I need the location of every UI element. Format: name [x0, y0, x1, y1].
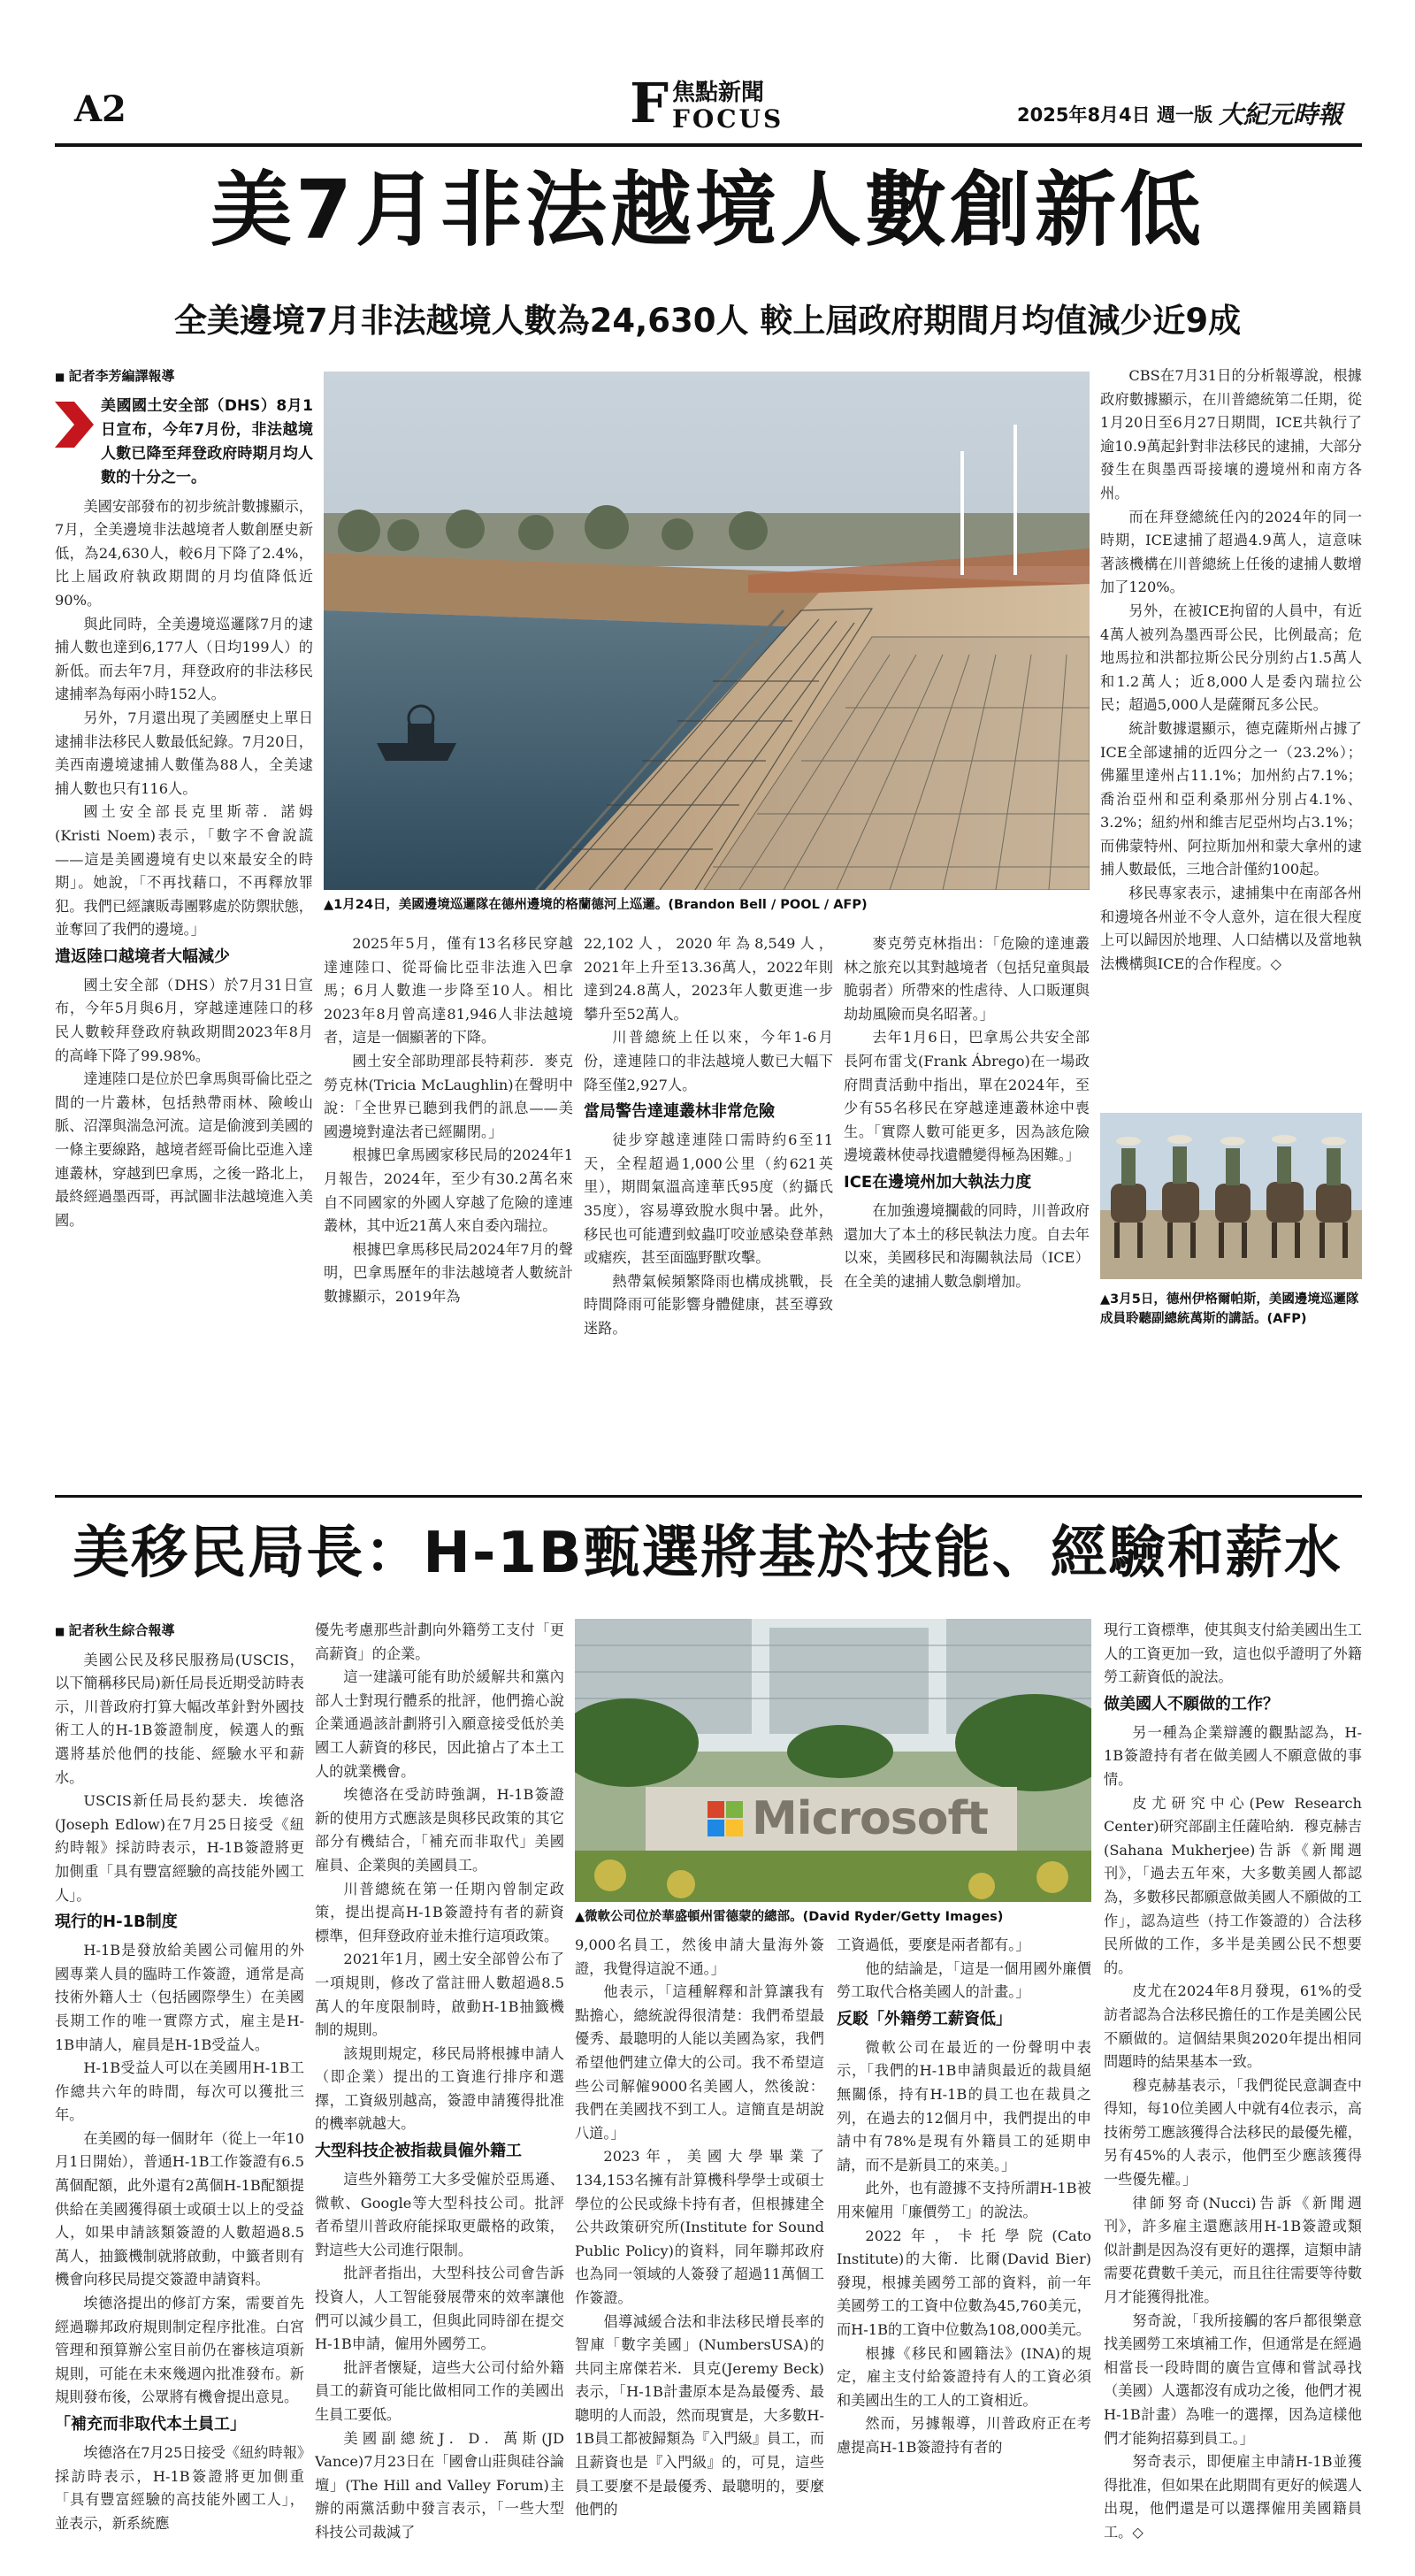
article-paragraph: 努奇說，「我所接觸的客戶都很樂意找美國勞工來填補工作，但通常是在經過相當長一段時間的廣告宣傳和嘗試尋找（美國）人選都沒有成功之後，他們才視H-1B計畫）為唯一的選擇，因為這樣他們才能夠招募到員工。」	[1104, 2312, 1362, 2447]
border-photo-illustration	[324, 372, 1090, 890]
article-paragraph: 川普總統在第一任期內曾制定政策，提出提高H-1B簽證持有者的薪資標準，但拜登政府並未推行這項政策。	[315, 1880, 564, 1944]
article-paragraph: 2022年，卡托學院(Cato Institute)的大衛．比爾(David Bier)發現，根據美國勞工部的資料，前一年美國勞工的工資中位數為45,760美元，而H-1B的工資中位數為108,000美元。	[837, 2227, 1091, 2338]
article-paragraph: USCIS新任局長約瑟夫．埃德洛(Joseph Edlow)在7月25日接受《紐約時報》採訪時表示，H-1B簽證將更加側重「具有豐富經驗的高技能外國工人」。	[55, 1792, 304, 1904]
article-paragraph: 另外，7月還出現了美國歷史上單日逮捕非法移民人數最低紀錄。7月20日，美西南邊境逮捕人數僅為88人，全美逮捕人數也只有116人。	[55, 709, 313, 797]
article-paragraph: 他表示，「這種解釋和計算讓我有點擔心，總統說得很清楚：我們希望最優秀、最聰明的人能以美國為家，我們希望他們建立偉大的公司。我不希望這些公司解僱9000名美國人，然後說：我們在美國找不到工人。這簡直是胡說八道。」	[575, 1983, 824, 2142]
article-paragraph: 2023年，美國大學畢業了134,153名擁有計算機科學學士或碩士學位的公民或綠卡持有者，但根據建全公共政策研究所(Institute for Sound Public Policy)的資料，同年聯邦政府也為同一領域的人簽發了超過11萬個工作簽證。	[575, 2148, 824, 2306]
article-paragraph: 國土安全部（DHS）於7月31日宣布，今年5月與6月，穿越達連陸口的移民人數較拜登政府執政期間2023年8月的高峰下降了99.98%。	[55, 976, 313, 1064]
story1-column-3	[584, 932, 833, 1488]
article-paragraph: 達連陸口是位於巴拿馬與哥倫比亞之間的一片叢林，包括熱帶雨林、險峻山脈、沼澤與湍急河流。這是偷渡到美國的一條主要線路，越境者經哥倫比亞進入達連叢林，穿越到巴拿馬，之後一路北上，最終經過墨西哥，再試圖非法越境進入美國。	[55, 1070, 313, 1229]
article-paragraph: 他的結論是，「這是一個用國外廉價勞工取代合格美國人的計畫。」	[837, 1959, 1091, 2001]
story1-col4-body	[844, 932, 1090, 1293]
article-paragraph: 去年1月6日，巴拿馬公共安全部長阿布雷戈(Frank Ábrego)在一場政府問責活動中指出，單在2024年，至少有55名移民在穿越達連叢林途中喪生。「實際人數可能更多，因為該危險邊境叢林使尋找遺體變得極為困難。」	[844, 1029, 1090, 1164]
vance-photo-caption: ▲3月5日，德州伊格爾帕斯，美國邊境巡邏隊成員聆聽副總統萬斯的講話。(AFP)	[1100, 1292, 1359, 1326]
article-paragraph: 皮尤在2024年8月發現，61%的受訪者認為合法移民擔任的工作是美國公民不願做的。這個結果與2020年提出相同問題時的結果基本一致。	[1104, 1982, 1362, 2071]
article-paragraph: 現行工資標準，使其與支付給美國出生工人的工資更加一致，這也似乎證明了外籍勞工薪資低的說法。	[1104, 1622, 1362, 1686]
lead-arrow-icon	[55, 402, 94, 448]
article-paragraph: 2025年5月，僅有13名移民穿越達連陸口、從哥倫比亞非法進入巴拿馬；6月人數進一步降至10人。相比2023年8月曾高達81,946人非法越境者，這是一個顯著的下降。	[324, 935, 573, 1046]
microsoft-photo-caption: ▲微軟公司位於華盛頓州雷德蒙的總部。(David Ryder/Getty Images)	[575, 1910, 1004, 1924]
article-paragraph: 批評者懷疑，這些大公司付給外籍員工的薪資可能比做相同工作的美國出生員工要低。	[315, 2358, 564, 2423]
story1-lead: 美國國土安全部（DHS）8月1日宣布，今年7月份，非法越境人數已降至拜登政府時期月均人數的十分之一。	[101, 396, 313, 487]
story1-col1-body	[55, 495, 313, 1233]
article-paragraph: 埃德洛在7月25日接受《紐約時報》採訪時表示，H-1B簽證將更加側重「具有豐富經驗的高技能外國工人」，並表示，新系統應	[55, 2444, 304, 2532]
section-title-en: FOCUS	[672, 104, 784, 134]
article-paragraph: 2021年1月，國土安全部曾公布了一項規則，修改了當註冊人數超過8.5萬人的年度限制時，啟動H-1B抽籤機制的規則。	[315, 1951, 564, 2039]
section-heading: 現行的H-1B制度	[55, 1913, 178, 1932]
article-paragraph: H-1B是發放給美國公司僱用的外國專業人員的臨時工作簽證，通常是高技術外籍人士（包括國際學生）在美國長期工作的唯一實際方式，雇主是H-1B申請人，雇員是H-1B受益人。	[55, 1942, 304, 2053]
article-paragraph: 麥克勞克林指出：「危險的達連叢林之旅充以其對越境者（包括兒童與最脆弱者）所帶來的性虐待、人口販運與劫劫風險而臭名昭著。」	[844, 935, 1090, 1023]
microsoft-sign-illustration	[575, 1619, 1091, 1902]
article-paragraph: 國土安全部助理部長特莉莎．麥克勞克林(Tricia McLaughlin)在聲明中說：「全世界已聽到我們的訊息——美國邊境對違法者已經關閉。」	[324, 1052, 573, 1140]
microsoft-hq-photo	[575, 1619, 1091, 1902]
article-paragraph: 美國副總統J．D．萬斯(JD Vance)7月23日在「國會山莊與硅谷論壇」(The Hill and Valley Forum)主辦的兩黨活動中發言表示，「一些大型科技公司裁減了	[315, 2429, 564, 2541]
article-paragraph: 努奇表示，即便雇主申請H-1B並獲得批准，但如果在此期間有更好的候選人出現，他們還是可以選擇僱用美國籍員工。◇	[1104, 2453, 1362, 2541]
article-paragraph: 埃德洛提出的修訂方案，需要首先經過聯邦政府規則制定程序批准。白宮管理和預算辦公室目前仍在審核這項新規則，可能在未來幾週內批准發布。新規則發布後，公眾將有機會提出意見。	[55, 2295, 304, 2406]
masthead-rule	[55, 143, 1362, 147]
story1-headline: 美7月非法越境人數創新低	[210, 163, 1205, 257]
story2-col5-body	[1104, 1619, 1362, 2545]
story2-col2-body	[315, 1619, 564, 2545]
story2-col4-body	[837, 1934, 1091, 2459]
vance-border-photo	[1100, 1113, 1362, 1279]
story2-column-4	[837, 1934, 1091, 2557]
microsoft-sign-text: Microsoft	[752, 1792, 988, 1845]
story2-column-1	[55, 1619, 304, 2557]
article-paragraph: 9,000名員工，然後申請大量海外簽證，我覺得這說不通。」	[575, 1936, 824, 1977]
article-paragraph: H-1B受益人可以在美國用H-1B工作總共六年的時間，每次可以獲批三年。	[55, 2059, 304, 2124]
story2-column-3	[575, 1934, 824, 2557]
section-heading: ICE在邊境州加大執法力度	[844, 1172, 1032, 1192]
issue-date: 2025年8月4日 週一版	[1017, 104, 1212, 126]
article-paragraph: 而在拜登總統任內的2024年的同一時期，ICE逮捕了超過4.9萬人，這意味著該機構在川普總統上任後的逮捕人數增加了120%。	[1100, 508, 1362, 596]
section-logo-letter: F	[630, 71, 669, 135]
article-paragraph: 這一建議可能有助於緩解共和黨內部人士對現行體系的批評，他們擔心說企業通過該計劃將引入願意接受低於美國工人薪資的移民，因此搶占了本土工人的就業機會。	[315, 1668, 564, 1780]
logo-square-blue	[708, 1820, 724, 1836]
article-paragraph: 熱帶氣候頻繁降雨也構成挑戰，長時間降雨可能影響身體健康，甚至導致迷路。	[584, 1272, 833, 1337]
article-paragraph: 該規則規定，移民局將根據申請人（即企業）提出的工資進行排序和選擇，工資級別越高，簽證申請獲得批准的機率就越大。	[315, 2044, 564, 2133]
story1-col5-body	[1100, 364, 1362, 976]
article-paragraph: CBS在7月31日的分析報導說，根據政府數據顯示，在川普總統第二任期，從1月20日至6月27日期間，ICE共執行了逾10.9萬起針對非法移民的逮捕，大部分發生在與墨西哥接壤的邊境州和南方各州。	[1100, 367, 1362, 502]
story1-subhead: 全美邊境7月非法越境人數為24,630人 較上屆政府期間月均值減少近9成	[173, 302, 1242, 340]
article-paragraph: 在加強邊境攔截的同時，川普政府還加大了本土的移民執法力度。自去年以來，美國移民和海關執法局（ICE）在全美的逮捕人數急劇增加。	[844, 1201, 1090, 1290]
newspaper-name: 大紀元時報	[1219, 100, 1343, 129]
story-divider	[55, 1495, 1362, 1498]
story2-column-5	[1104, 1619, 1362, 2557]
article-paragraph: 工資過低，要麼是兩者都有。」	[837, 1936, 1030, 1953]
logo-square-green	[726, 1801, 743, 1818]
border-photo-caption: ▲1月24日，美國邊境巡邏隊在德州邊境的格蘭德河上巡邏。(Brandon Bell / POOL / AFP)	[324, 898, 868, 912]
article-paragraph: 統計數據還顯示，德克薩斯州占據了ICE全部逮捕的近四分之一（23.2%）；佛羅里達州占11.1%；加州約占7.1%；喬治亞州和亞利桑那州分別占4.1%、3.2%；紐約州和維吉尼亞州均占3.1%；而佛蒙特州、阿拉斯加州和蒙大拿州的逮捕人數最低，三地合計僅約100起。	[1100, 719, 1362, 878]
page-number: A2	[74, 88, 126, 130]
article-paragraph: 皮尤研究中心(Pew Research Center)研究部副主任薩哈納．穆克赫吉(Sahana Mukherjee)告訴《新聞週刊》，「過去五年來，大多數美國人都認為，多數移民都願意做美國人不願做的工作」，認為這些（持工作簽證的）合法移民所做的工作，多半是美國公民不想要的。	[1104, 1794, 1362, 1976]
article-paragraph: 此外，也有證據不支持所謂H-1B被用來僱用「廉價勞工」的說法。	[837, 2180, 1091, 2220]
story2-col1-body	[55, 1649, 304, 2536]
article-paragraph: 根據《移民和國籍法》(INA)的規定，雇主支付給簽證持有人的工資必須和美國出生的工人的工資相近。	[837, 2344, 1091, 2409]
article-paragraph: 這些外籍勞工大多受僱於亞馬遜、微軟、Google等大型科技公司。批評者希望川普政府能採取更嚴格的政策，對這些大公司進行限制。	[315, 2171, 564, 2258]
article-paragraph: 移民專家表示，逮捕集中在南部各州和邊境各州並不令人意外，這在很大程度上可以歸因於地理、人口結構以及當地執法機構與ICE的合作程度。◇	[1100, 885, 1362, 972]
article-paragraph: 在美國的每一個財年（從上一年10月1日開始），普通H-1B工作簽證有6.5萬個配額，此外還有2萬個H-1B配額提供給在美國獲得碩士或碩士以上的受益人，如果申請該類簽證的人數超過8.5萬人，抽籤機制就將啟動，中籤者則有機會向移民局提交簽證申請資料。	[55, 2129, 304, 2288]
story1-column-4	[844, 932, 1090, 1488]
story1-lead-block	[55, 395, 313, 490]
article-paragraph: 國土安全部長克里斯蒂．諾姆(Kristi Noem)表示，「數字不會說謊——這是美國邊境有史以來最安全的時期」。她說，「不再找藉口，不再釋放罪犯。我們已經讓販毒團夥處於防禦狀態，並奪回了我們的邊境。」	[55, 803, 313, 939]
story1-column-2	[324, 932, 573, 1488]
article-paragraph: 與此同時，全美邊境巡邏隊7月的逮捕人數也達到6,177人（日均199人）的新低。而去年7月，拜登政府的非法移民逮捕率為每兩小時152人。	[55, 615, 313, 703]
section-heading: 做美國人不願做的工作？	[1104, 1694, 1279, 1714]
section-heading: 「補充而非取代本土員工」	[55, 2415, 246, 2434]
story1-column-5	[1100, 364, 1362, 1106]
section-heading: 大型科技企被指裁員僱外籍工	[315, 2142, 522, 2161]
article-paragraph: 批評者指出，大型科技公司會告訴投資人，人工智能發展帶來的效率讓他們可以減少員工，但與此同時卻在提交H-1B申請，僱用外國勞工。	[315, 2265, 564, 2353]
article-paragraph: 美國安部發布的初步統計數據顯示，7月，全美邊境非法越境者人數創歷史新低，為24,630人，較6月下降了2.4%，比上屆政府執政期間的月均值降低近90%。	[55, 497, 313, 609]
section-heading: 反駁「外籍勞工薪資低」	[837, 2009, 1012, 2028]
story1-column-1	[55, 364, 313, 1488]
article-paragraph: 律師努奇(Nucci)告訴《新聞週刊》，許多雇主還應該用H-1B簽證或類似計劃是因為沒有更好的選擇，這類申請需要花費數千美元，而且往往需要等待數月才能獲得批准。	[1104, 2194, 1362, 2306]
story2-byline: ■ 記者秋生綜合報導	[55, 1619, 304, 1644]
section-logo	[630, 69, 807, 140]
article-paragraph: 另一種為企業辯護的觀點認為，H-1B簽證持有者在做美國人不願意做的事情。	[1104, 1723, 1362, 1788]
section-heading: 當局警告達連叢林非常危險	[584, 1102, 775, 1122]
article-paragraph: 美國公民及移民服務局(USCIS，以下簡稱移民局)新任局長近期受訪時表示，川普政府打算大幅改革針對外國技術工人的H-1B簽證制度，候選人的甄選將基於他們的技能、經驗水平和薪水。	[55, 1651, 304, 1786]
article-paragraph: 穆克赫基表示，「我們從民意調查中得知，每10位美國人中就有4位表示，高技術勞工應該獲得合法移民的最優先權，另有45%的人表示，他們至少應該獲得一些優先權。」	[1104, 2076, 1362, 2189]
story2-column-2	[315, 1619, 564, 2557]
article-paragraph: 倡導減緩合法和非法移民增長率的智庫「數字美國」(NumbersUSA)的共同主席傑若米．貝克(Jeremy Beck)表示，「H-1B計畫原本是為最優秀、最聰明的人而設，然而現實是，大多數H-1B員工都被歸類為『入門級』員工，而且薪資也是『入門級』的，可見，這些員工要麼不是最優秀、最聰明的，要麼他們的	[575, 2312, 824, 2518]
article-paragraph: 優先考慮那些計劃向外籍勞工支付「更高薪資」的企業。	[315, 1622, 564, 1662]
section-title-cn: 焦點新聞	[672, 80, 765, 106]
logo-square-red	[708, 1801, 724, 1818]
story2-col3-body	[575, 1934, 824, 2522]
story2-headline: 美移民局長：H-1B甄選將基於技能、經驗和薪水	[73, 1521, 1342, 1586]
article-paragraph: 根據巴拿馬移民局2024年7月的聲明，巴拿馬歷年的非法越境者人數統計數據顯示，2019年為	[324, 1240, 573, 1305]
article-paragraph: 根據巴拿馬國家移民局的2024年1月報告，2024年，至少有30.2萬名來自不同國家的外國人穿越了危險的達連叢林，其中近21萬人來自委內瑞拉。	[324, 1146, 573, 1235]
article-paragraph: 另外，在被ICE拘留的人員中，有近4萬人被列為墨西哥公民，比例最高；危地馬拉和洪都拉斯公民分別約占1.5萬人和1.2萬人；近8,000人是委內瑞拉公民；超過5,000人是薩爾瓦多公民。	[1100, 602, 1362, 714]
article-paragraph: 徒步穿越達連陸口需時約6至11天，全程超過1,000公里（約621英里），期間氣溫高達華氏95度（約攝氏35度），容易導致脫水與中暑。此外，移民也可能遭到蚊蟲叮咬並感染登革熱或瘧疾，甚至面臨野獸攻擊。	[584, 1131, 833, 1267]
border-patrol-photo	[324, 372, 1090, 890]
horseback-agents-illustration	[1100, 1113, 1362, 1279]
article-paragraph: 埃德洛在受訪時強調，H-1B簽證新的使用方式應該是與移民政策的其它部分有機結合，「補充而非取代」美國雇員、企業與的美國員工。	[315, 1786, 564, 1874]
article-paragraph: 22,102人，2020年為8,549人，2021年上升至13.36萬人，2022年則達到24.8萬人，2023年人數更進一步攀升至52萬人。	[584, 935, 833, 1023]
story1-byline: ■ 記者李芳編譯報導	[55, 364, 313, 389]
section-heading: 遣返陸口越境者大幅減少	[55, 947, 230, 966]
story1-col2-body	[324, 932, 573, 1309]
logo-square-yellow	[726, 1820, 743, 1836]
article-paragraph: 川普總統上任以來，今年1-6月份，達連陸口的非法越境人數已大幅下降至僅2,927人。	[584, 1029, 833, 1093]
microsoft-logo-icon	[708, 1801, 743, 1836]
story1-col3-body	[584, 932, 833, 1341]
article-paragraph: 微軟公司在最近的一份聲明中表示，「我們的H-1B申請與最近的裁員絕無關係，持有H-1B的員工也在裁員之列，在過去的12個月中，我們提出的申請中有78%是現有外籍員工的延期申請，而不是新員工的來美。」	[837, 2038, 1091, 2174]
article-paragraph: 然而，另據報導，川普政府正在考慮提高H-1B簽證持有者的	[837, 2415, 1091, 2456]
